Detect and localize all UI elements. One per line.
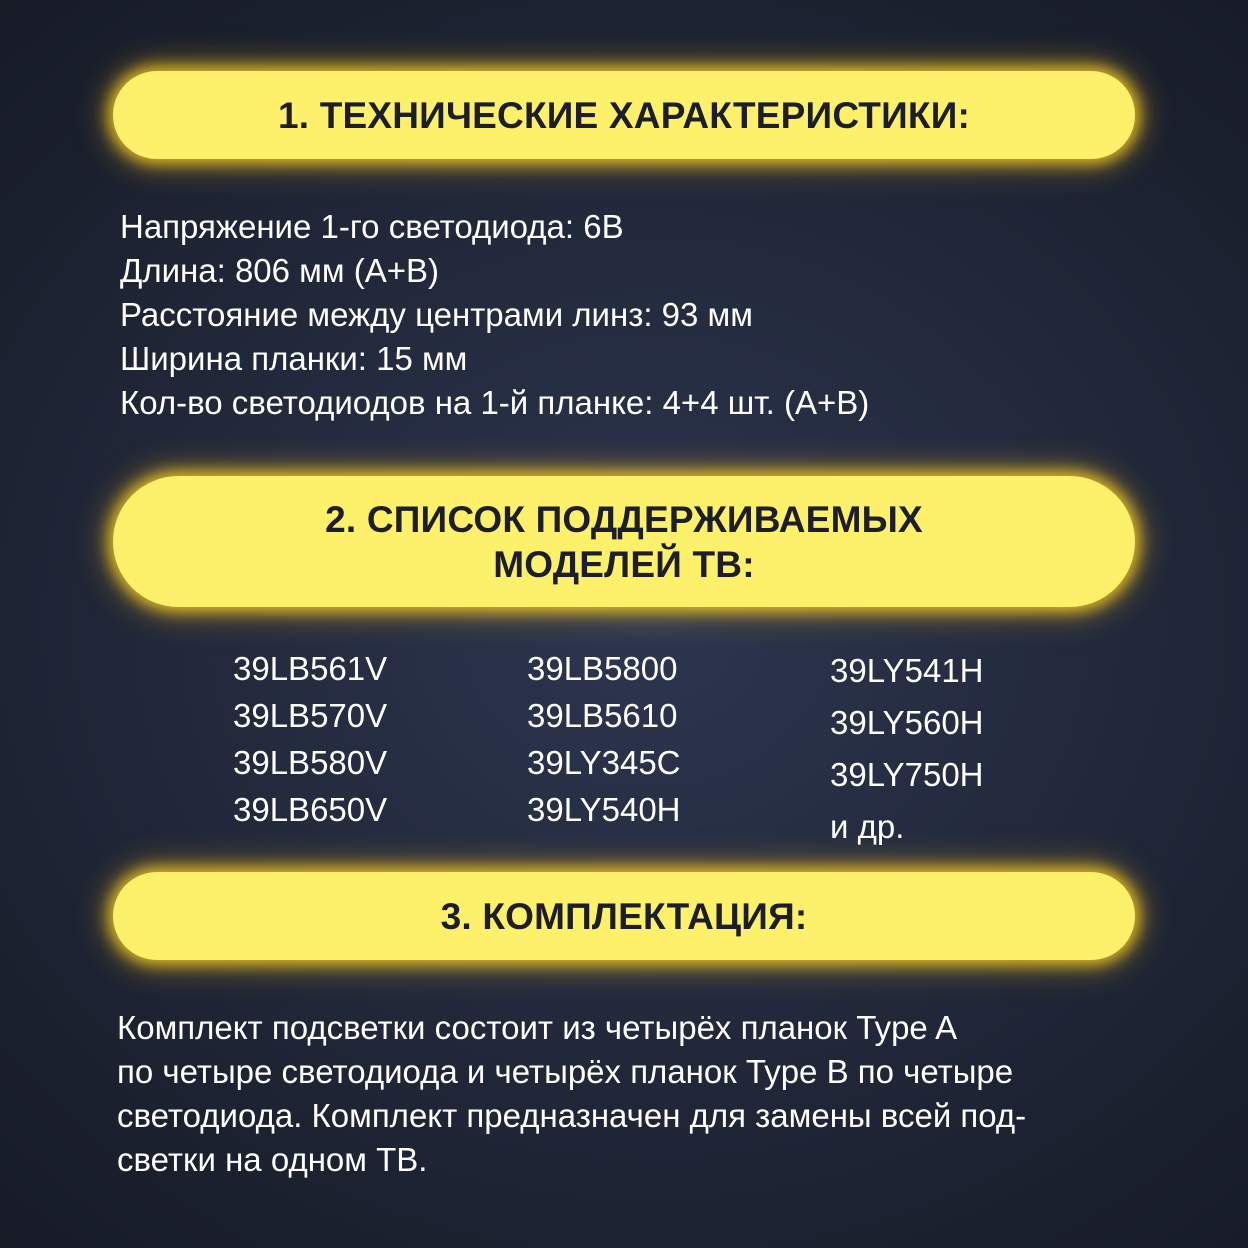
kit-line: Комплект подсветки состоит из четырёх планок Type A [117,1009,958,1046]
section-2-header [113,476,1135,607]
kit-line: светки на одном ТВ. [117,1141,428,1178]
spec-length: Длина: 806 мм (A+B) [120,252,439,289]
section-2-title-line-2: МОДЕЛЕЙ ТВ: [493,543,755,585]
models-column-1 [233,645,387,833]
section-2-title [325,497,923,587]
model-item: 39LB570V [233,697,388,734]
section-2-title-line-1: 2. СПИСОК ПОДДЕРЖИВАЕМЫХ [325,498,923,540]
model-item: 39LY750H [830,756,984,793]
section-1-header [113,71,1135,159]
model-item: 39LY560H [830,704,984,741]
models-column-3 [830,645,984,853]
model-item: 39LB5800 [527,650,678,687]
model-item-etc: и др. [830,808,905,845]
kit-line: по четыре светодиода и четырёх планок Type B по четыре [117,1053,1014,1090]
specs-list [120,205,1160,425]
model-item: 39LB561V [233,650,388,687]
section-1-title: 1. ТЕХНИЧЕСКИЕ ХАРАКТЕРИСТИКИ: [277,94,971,136]
model-item: 39LB650V [233,791,388,828]
model-item: 39LB5610 [527,697,678,734]
spec-strip-width: Ширина планки: 15 мм [120,340,468,377]
models-column-2 [527,645,681,833]
model-item: 39LY345C [527,744,681,781]
model-item: 39LY541H [830,652,984,689]
model-item: 39LB580V [233,744,388,781]
model-item: 39LY540H [527,791,681,828]
spec-lens-distance: Расстояние между центрами линз: 93 мм [120,296,753,333]
kit-description [117,1006,1177,1182]
spec-voltage: Напряжение 1-го светодиода: 6В [120,208,624,245]
spec-led-count: Кол-во светодиодов на 1-й планке: 4+4 шт. (A+B) [120,384,870,421]
section-3-header [113,872,1135,960]
kit-line: светодиода. Комплект предназначен для замены всей под- [117,1097,1027,1134]
section-3-title: 3. КОМПЛЕКТАЦИЯ: [440,895,808,937]
